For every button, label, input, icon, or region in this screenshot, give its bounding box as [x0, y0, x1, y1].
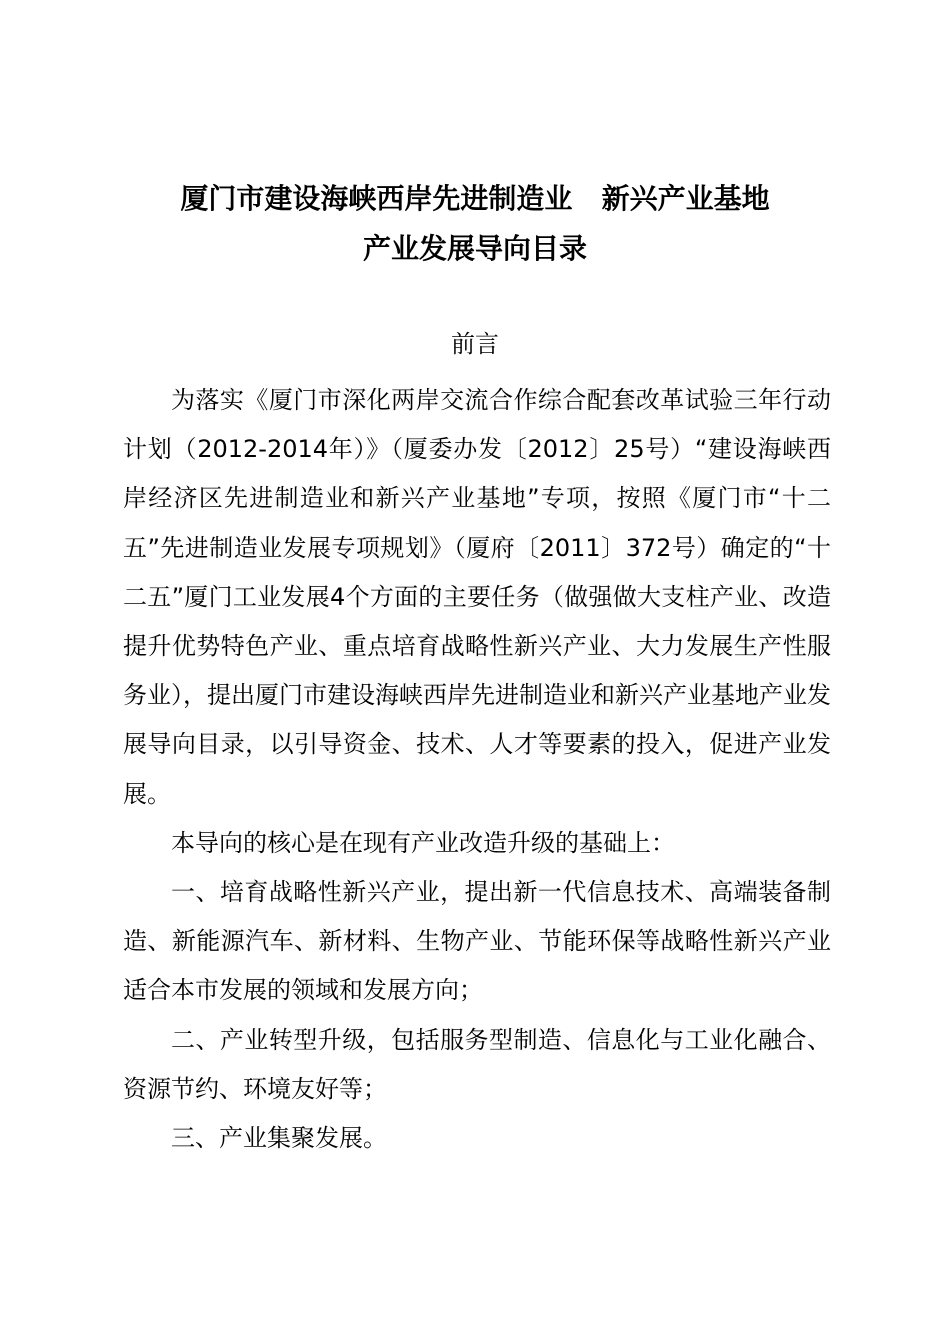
body-text: [123, 376, 831, 1163]
paragraph-item-3: 三、产业集聚发展。: [171, 1124, 387, 1153]
section-heading: 前言: [451, 330, 499, 358]
title-line-1: 厦门市建设海峡西岸先进制造业 新兴产业基地: [180, 182, 770, 215]
paragraph-item-2: 二、产业转型升级，包括服务型制造、信息化与工业化融合、资源节约、环境友好等；: [123, 1025, 831, 1103]
paragraph-core: 本导向的核心是在现有产业改造升级的基础上：: [171, 828, 675, 857]
paragraph-item-1: 一、培育战略性新兴产业，提出新一代信息技术、高端装备制造、新能源汽车、新材料、生物产业、节能环保等战略性新兴产业适合本市发展的领域和发展方向；: [123, 878, 831, 1005]
document-title: [0, 174, 950, 274]
title-line-2: 产业发展导向目录: [362, 232, 587, 265]
paragraph-intro: 为落实《厦门市深化两岸交流合作综合配套改革试验三年行动计划（2012-2014年）》（厦委办发〔2012〕25号）“建设海峡西岸经济区先进制造业和新兴产业基地”专项，按照《厦门市“十二五”先进制造业发展专项规划》（厦府〔2011〕372号）确定的“十二五”厦门工业发展4个方面的主要任务（做强做大支柱产业、改造提升优势特色产业、重点培育战略性新兴产业、大力发展生产性服务业），提出厦门市建设海峡西岸先进制造业和新兴产业基地产业发展导向目录，以引导资金、技术、人才等要素的投入，促进产业发展。: [123, 386, 831, 808]
